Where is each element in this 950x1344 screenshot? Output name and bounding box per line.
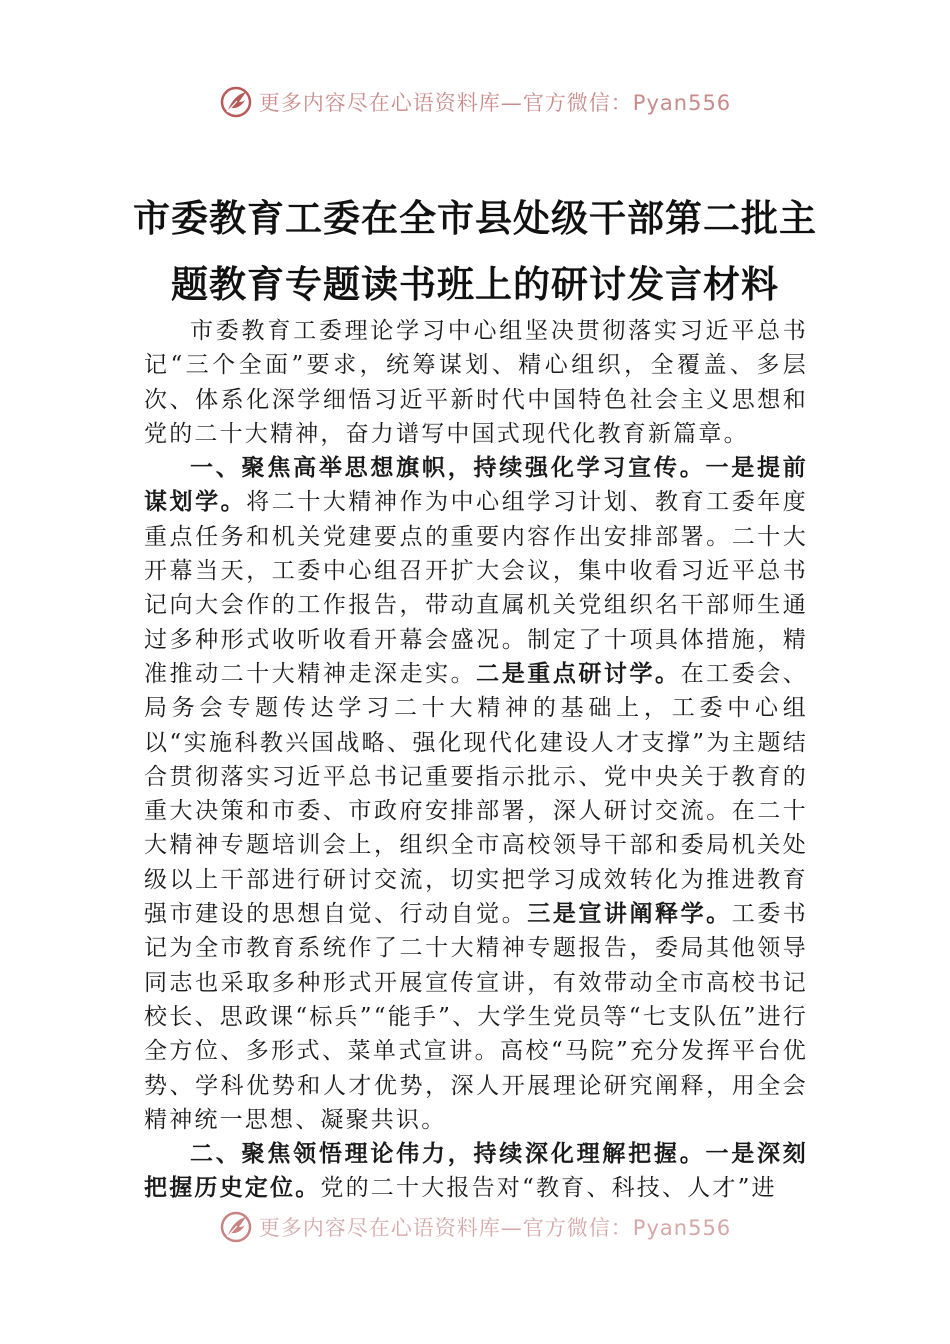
paragraph-text: 工委书记为全市教育系统作了二十大精神专题报告，委局其他领导同志也采取多种形式开展宣传宣讲，有效带动全市高校书记校长、思政课“标兵”“能手”、大学生党员等“七支队伍”进行全方位、多形式、菜单式宣讲。高校“马院”充分发挥平台优势、学科优势和人才优势，深人开展理论研究阐释，用全会精神统一思想、凝聚共识。: [144, 901, 809, 1133]
subpoint-heading: 二是重点研讨学。: [476, 660, 681, 687]
subpoint-heading: 一是提前谋划学。: [144, 455, 808, 516]
paragraph-text: 党的二十大报告对“教育、科技、人才”进: [320, 1175, 777, 1202]
document-title-line-2: 题教育专题读书班上的研讨发言材料: [171, 262, 779, 306]
section-heading: 二、聚焦领悟理论伟力，持续深化理解把握。: [190, 1141, 706, 1168]
paragraph: [144, 451, 808, 1137]
footer-watermark: [0, 1207, 950, 1247]
paragraph-text: 将二十大精神作为中心组学习计划、教育工委年度重点任务和机关党建要点的重要内容作出安排部署。二十大开幕当天，工委中心组召开扩大会议，集中收看习近平总书记向大会作的工作报告，带动直属机关党组织名干部师生通过多种形式收听收看开幕会盛况。制定了十项具体措施，精准推动二十大精神走深走实。: [144, 489, 808, 687]
feather-seal-icon: [219, 1210, 253, 1244]
paragraph-text: 市委教育工委理论学习中心组坚决贯彻落实习近平总书记“三个全面”要求，统筹谋划、精心组织，全覆盖、多层次、体系化深学细悟习近平新时代中国特色社会主义思想和党的二十大精神，奋力谱写中国式现代化教育新篇章。: [144, 318, 808, 447]
feather-seal-icon: [219, 85, 253, 119]
paragraph: [144, 1137, 808, 1206]
paragraph: [144, 314, 808, 451]
section-heading: 一、聚焦高举思想旗帜，持续强化学习宣传。: [190, 455, 706, 482]
header-watermark: [0, 82, 950, 122]
watermark-text: 更多内容尽在心语资料库—官方微信：Pyan556: [258, 1216, 732, 1240]
document-title-line-1: 市委教育工委在全市县处级干部第二批主: [133, 196, 817, 240]
paragraph-text: 在工委会、局务会专题传达学习二十大精神的基础上，工委中心组以“实施科教兴国战略、强化现代化建设人才支撑”为主题结合贯彻落实习近平总书记重要指示批示、党中央关于教育的重大决策和市委、市政府安排部署，深人研讨交流。在二十大精神专题培训会上，组织全市高校领导干部和委局机关处级以上干部进行研讨交流，切实把学习成效转化为推进教育强市建设的思想自觉、行动自觉。: [144, 660, 808, 928]
watermark-text: 更多内容尽在心语资料库—官方微信：Pyan556: [258, 91, 732, 115]
subpoint-heading: 三是宣讲阐释学。: [527, 901, 732, 928]
document-body: [144, 314, 808, 1206]
subpoint-heading: 一是深刻把握历史定位。: [144, 1141, 808, 1202]
